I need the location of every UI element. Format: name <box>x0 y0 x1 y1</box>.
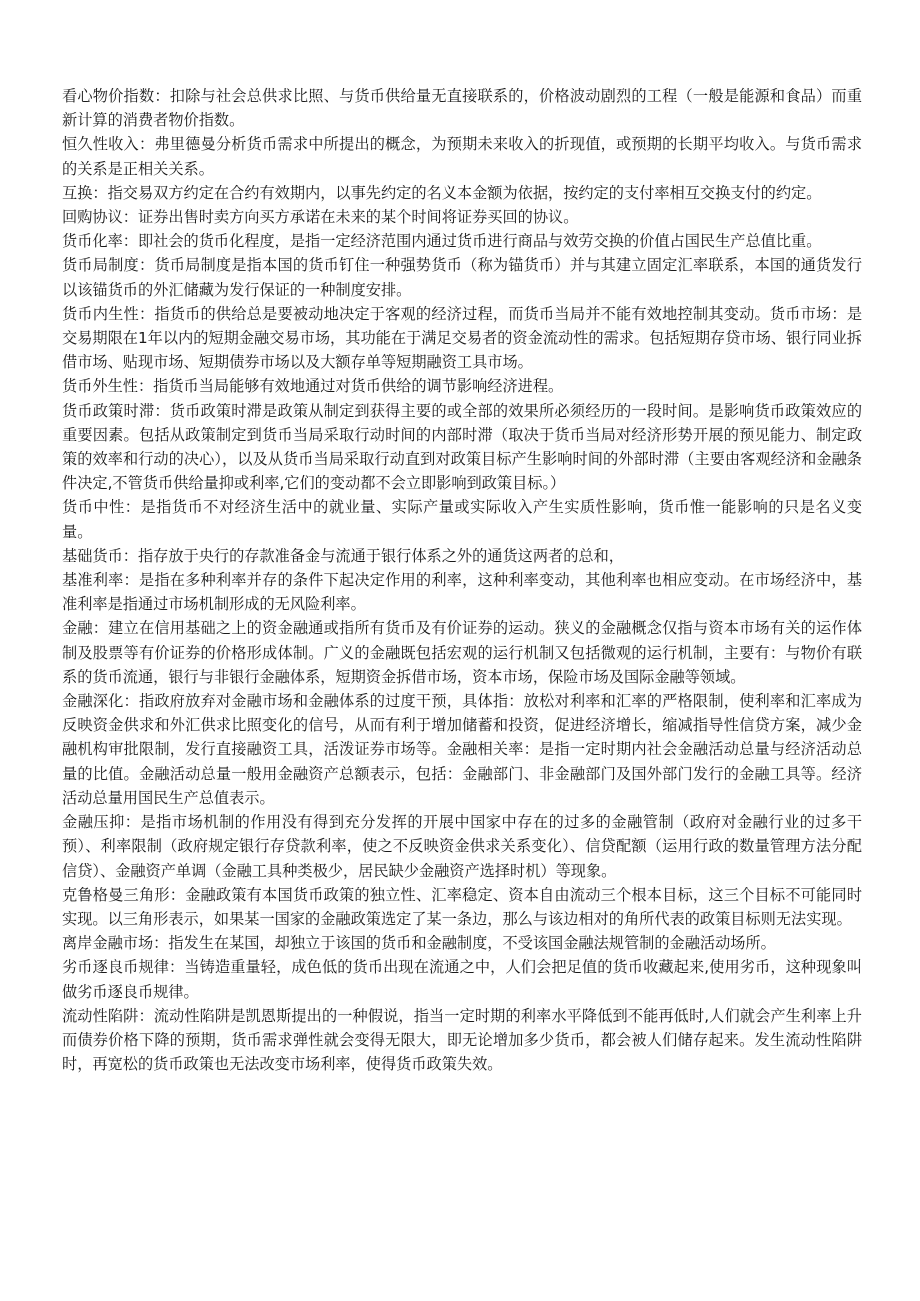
glossary-document <box>62 84 862 1076</box>
entry-finance: 金融：建立在信用基础之上的资金融通或指所有货币及有价证券的运动。狭义的金融概念仅指与资本市场有关的运作体制及股票等有价证券的价格形成体制。广义的金融既包括宏观的运行机制又包括微观的运行机制，主要有：与物价有联系的货币流通，银行与非银行金融体系，短期资金拆借市场，资本市场，保险市场及国际金融等领域。 <box>62 619 862 686</box>
entry-swap: 互换：指交易双方约定在合约有效期内，以事先约定的名义本金额为依据，按约定的支付率相互交换支付的约定。 <box>62 183 822 202</box>
entry-repurchase-agreement: 回购协议：证券出售时卖方向买方承诺在未来的某个时间将证券买回的协议。 <box>62 208 579 227</box>
entry-money-neutrality: 货币中性：是指货币不对经济生活中的就业量、实际产量或实际收入产生实质性影响，货币惟一能影响的只是名义变量。 <box>62 498 862 541</box>
entry-financial-repression: 金融压抑：是指市场机制的作用没有得到充分发挥的开展中国家中存在的过多的金融管制（政府对金融行业的过多干预）、利率限制（政府规定银行存贷款利率，使之不反映资金供求关系变化）、信贷配额（运用行政的数量管理方法分配信贷）、金融资产单调（金融工具种类极少，居民缺少金融资产选择时机）等现象。 <box>62 813 862 880</box>
entry-benchmark-rate: 基准利率：是指在多种利率并存的条件下起决定作用的利率，这种利率变动，其他利率也相应变动。在市场经济中，基准利率是指通过市场机制形成的无风险利率。 <box>62 571 862 614</box>
entry-core-cpi: 看心物价指数：扣除与社会总供求比照、与货币供给量无直接联系的，价格波动剧烈的工程（一般是能源和食品）而重新计算的消费者物价指数。 <box>62 87 862 130</box>
entry-currency-board: 货币局制度：货币局制度是指本国的货币钉住一种强势货币（称为锚货币）并与其建立固定汇率联系，本国的通货发行以该锚货币的外汇储藏为发行保证的一种制度安排。 <box>62 256 862 299</box>
entry-policy-lag: 货币政策时滞：货币政策时滞是政策从制定到获得主要的或全部的效果所必须经历的一段时间。是影响货币政策效应的重要因素。包括从政策制定到货币当局采取行动时间的内部时滞（取决于货币当局对经济形势开展的预见能力、制定政策的效率和行动的决心），以及从货币当局采取行动直到对政策目标产生影响时间的外部时滞（主要由客观经济和金融条件决定,不管货币供给量抑或利率,它们的变动都不会立即影响到政策目标。） <box>62 401 862 493</box>
entry-money-exogeneity: 货币外生性：指货币当局能够有效地通过对货币供给的调节影响经济进程。 <box>62 377 564 396</box>
entry-liquidity-trap: 流动性陷阱：流动性陷阱是凯恩斯提出的一种假说，指当一定时期的利率水平降低到不能再低时,人们就会产生利率上升而债券价格下降的预期，货币需求弹性就会变得无限大，即无论增加多少货币，都会被人们储存起来。发生流动性陷阱时，再宽松的货币政策也无法改变市场利率，使得货币政策失效。 <box>62 1006 862 1074</box>
entry-money-endogeneity: 货币内生性：指货币的供给总是要被动地决定于客观的经济过程，而货币当局并不能有效地控制其变动。货币市场：是交易期限在1年以内的短期金融交易市场，其功能在于满足交易者的资金流动性的需求。包括短期存贷市场、银行同业拆借市场、贴现市场、短期债券市场以及大额存单等短期融资工具市场。 <box>62 304 862 372</box>
entry-krugman-triangle: 克鲁格曼三角形：金融政策有本国货币政策的独立性、汇率稳定、资本自由流动三个根本目标，这三个目标不可能同时实现。以三角形表示，如果某一国家的金融政策选定了某一条边，那么与该边相对的角所代表的政策目标则无法实现。 <box>62 885 862 928</box>
entry-base-money: 基础货币：指存放于央行的存款准备金与流通于银行体系之外的通货这两者的总和， <box>62 546 624 565</box>
entry-monetization-ratio: 货币化率：即社会的货币化程度，是指一定经济范围内通过货币进行商品与效劳交换的价值占国民生产总值比重。 <box>62 232 822 251</box>
entry-financial-deepening: 金融深化：指政府放弃对金融市场和金融体系的过度干预，具体指：放松对利率和汇率的严格限制，使利率和汇率成为反映资金供求和外汇供求比照变化的信号，从而有利于增加储蓄和投资，促进经济增长，缩减指导性信贷方案，减少金融机构审批限制，发行直接融资工具，活泼证券市场等。金融相关率：是指一定时期内社会金融活动总量与经济活动总量的比值。金融活动总量一般用金融资产总额表示，包括：金融部门、非金融部门及国外部门发行的金融工具等。经济活动总量用国民生产总值表示。 <box>62 692 862 807</box>
entry-greshams-law: 劣币逐良币规律：当铸造重量轻，成色低的货币出现在流通之中，人们会把足值的货币收藏起来,使用劣币，这种现象叫做劣币逐良币规律。 <box>62 958 862 1001</box>
entry-offshore-market: 离岸金融市场：指发生在某国，却独立于该国的货币和金融制度，不受该国金融法规管制的金融活动场所。 <box>62 934 776 953</box>
entry-permanent-income: 恒久性收入：弗里德曼分析货币需求中所提出的概念，为预期未来收入的折现值，或预期的长期平均收入。与货币需求的关系是正相关关系。 <box>62 135 862 178</box>
